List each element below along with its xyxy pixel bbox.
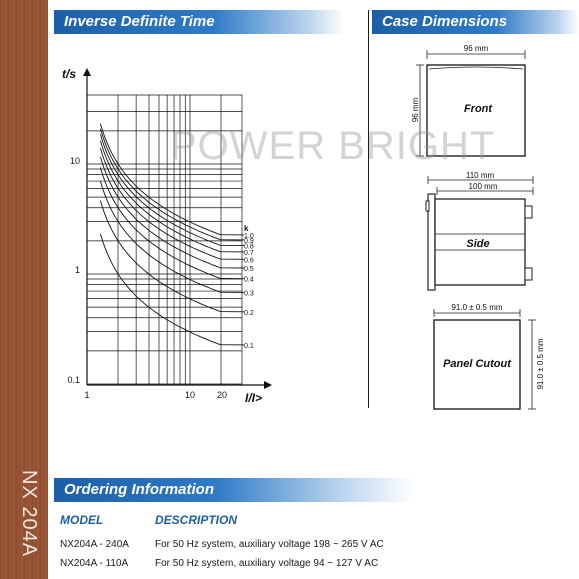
k-label-0.4: 0.4 (244, 276, 254, 284)
header-model: MODEL (60, 513, 104, 527)
side-clip-left (426, 201, 429, 211)
k-label-0.9: 0.9 (244, 237, 254, 245)
x-tick-10: 10 (184, 390, 196, 400)
column-divider (368, 10, 369, 408)
idmt-chart (54, 40, 364, 410)
header-description: DESCRIPTION (155, 513, 238, 527)
k-legend-title: k (244, 224, 249, 233)
y-tick-0.1: 0.1 (67, 375, 80, 385)
x-tick-20: 20 (216, 390, 228, 400)
k-label-0.3: 0.3 (244, 290, 254, 298)
y-tick-10: 10 (69, 156, 80, 166)
row-1-description: For 50 Hz system, auxiliary voltage 198 ~ 265 V AC (155, 539, 384, 550)
k-label-0.2: 0.2 (244, 309, 254, 317)
x-axis-label: I/I> (245, 391, 263, 405)
k-label-0.8: 0.8 (244, 243, 254, 251)
side-view (426, 176, 533, 290)
front-height-label: 96 mm (411, 97, 420, 123)
side-terminal-top (525, 206, 532, 218)
case-section-title: Case Dimensions (372, 10, 579, 34)
x-axis-arrow (264, 381, 272, 389)
y-axis-arrow (83, 68, 91, 76)
cutout-height-label: 91.0 ± 0.5 mm (536, 338, 545, 390)
cutout-label: Panel Cutout (443, 358, 511, 370)
side-terminal-bottom (525, 268, 532, 280)
side-product-code (10, 470, 40, 579)
k-label-0.6: 0.6 (244, 257, 254, 265)
x-tick-1: 1 (84, 390, 90, 400)
case-dimensions-drawing (380, 36, 570, 416)
idmt-section-title: Inverse Definite Time (54, 10, 344, 34)
k-label-1.0: 1.0 (244, 232, 254, 240)
side-width-inner-label: 100 mm (468, 182, 498, 191)
row-2-description: For 50 Hz system, auxiliary voltage 94 ~ 127 V AC (155, 558, 379, 569)
k-label-0.5: 0.5 (244, 266, 254, 273)
watermark: POWER BRIGHT (170, 124, 496, 168)
ordering-section-title: Ordering Information (54, 478, 414, 502)
front-width-label: 96 mm (463, 44, 489, 53)
y-tick-1: 1 (74, 265, 80, 275)
row-1-model: NX204A - 240A (60, 539, 129, 550)
front-label: Front (463, 103, 493, 115)
k-label-0.1: 0.1 (244, 342, 254, 350)
row-2-model: NX204A - 110A (60, 558, 129, 569)
side-label: Side (466, 238, 490, 250)
k-label-0.7: 0.7 (244, 249, 254, 257)
cutout-width-label: 91.0 ± 0.5 mm (451, 303, 503, 312)
side-width-outer-label: 110 mm (465, 171, 495, 180)
curve-labels (244, 233, 254, 350)
y-axis-label: t/s (62, 67, 77, 81)
side-product-code-text: NX 204A (18, 470, 40, 558)
